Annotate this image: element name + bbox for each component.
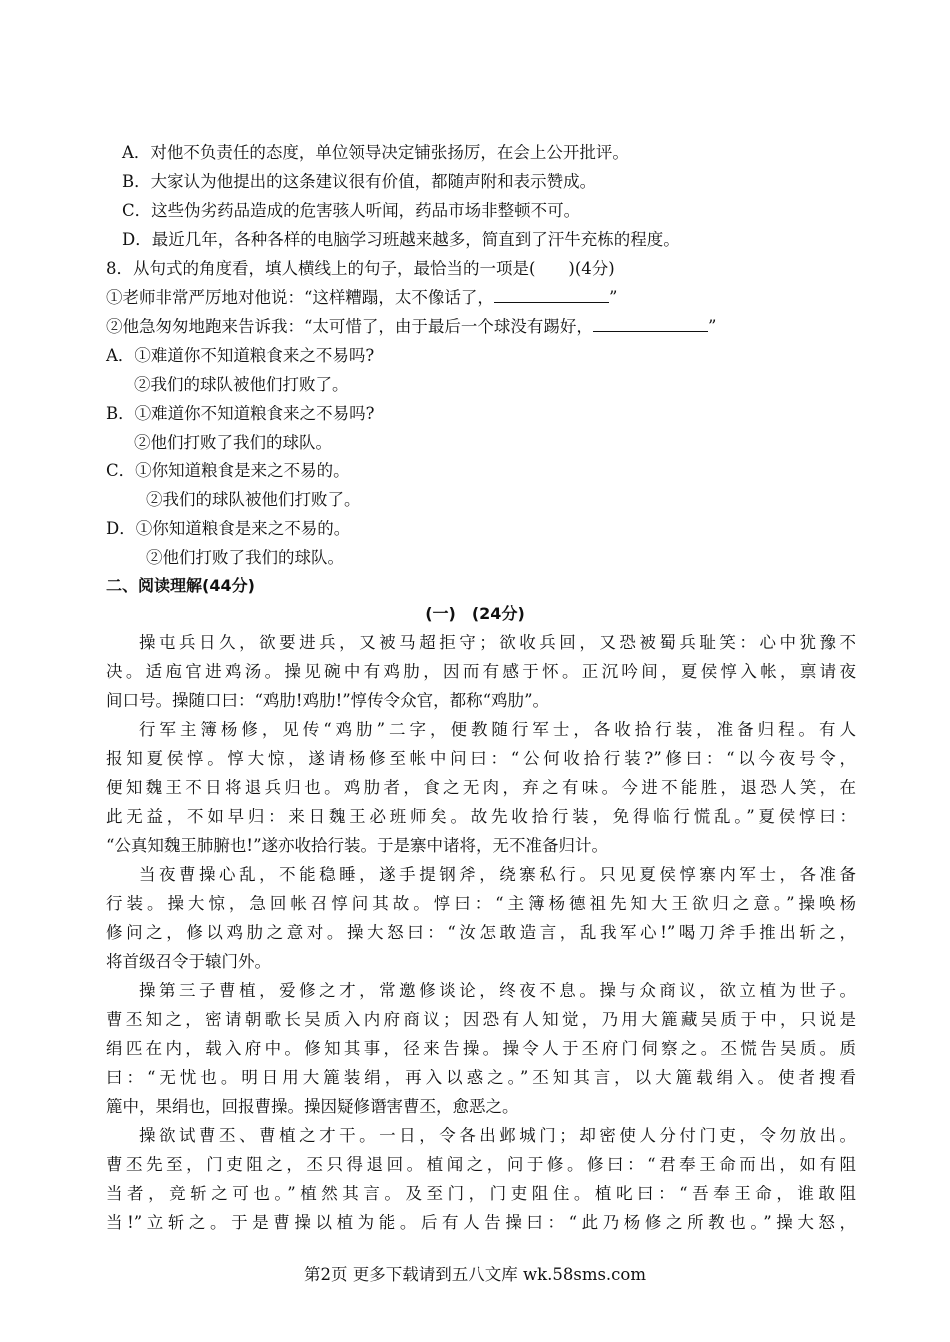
- q7-option-c: C．这些伪劣药品造成的危害骇人听闻，药品市场非整顿不可。: [122, 201, 581, 220]
- q7-option-a: A．对他不负责任的态度，单位领导决定铺张扬厉，在会上公开批评。: [122, 143, 629, 162]
- passage-line: 操屯兵日久，欲要进兵，又被马超拒守；欲收兵回，又恐被蜀兵耻笑：心中犹豫不: [139, 633, 856, 652]
- q8-option-b-2: ②他们打败了我们的球队。: [134, 433, 332, 452]
- passage-line: 此无益，不如早归：来日魏王必班师矣。故先收拾行装，免得临行慌乱。”夏侯惇曰：: [106, 807, 856, 826]
- passage-line: 修问之，修以鸡肋之意对。操大怒曰：“汝怎敢造言，乱我军心!”喝刀斧手推出斩之，: [106, 923, 856, 942]
- q8-sentence-2-text: ②他急匆匆地跑来告诉我：“太可惜了，由于最后一个球没有踢好，: [106, 317, 593, 336]
- passage-line: 行军主簿杨修，见传“鸡肋”二字，便教随行军士，各收拾行装，准备归程。有人: [139, 720, 856, 739]
- q8-option-c-1: C．①你知道粮食是来之不易的。: [106, 461, 350, 480]
- answer-blank: [593, 317, 708, 332]
- page-footer: 第2页 更多下载请到五八文库 wk.58sms.com: [304, 1265, 646, 1284]
- passage-line: 将首级召令于辕门外。: [106, 952, 271, 971]
- section-heading: 二、阅读理解(44分): [106, 576, 255, 595]
- passage-line: 行装。操大惊，急回帐召惇问其故。惇曰：“主簿杨德祖先知大王欲归之意。”操唤杨: [106, 894, 856, 913]
- q7-option-b: B．大家认为他提出的这条建议很有价值，都随声附和表示赞成。: [122, 172, 597, 191]
- passage-line: 绢匹在内，载入府中。修知其事，径来告操。操令人于丕府门伺察之。丕慌告吴质。质: [106, 1039, 856, 1058]
- q8-option-d-2: ②他们打败了我们的球队。: [146, 548, 344, 567]
- passage-line: 曹丕知之，密请朝歌长吴质入内府商议；因恐有人知觉，乃用大簏藏吴质于中，只说是: [106, 1010, 856, 1029]
- q8-stem: 8．从句式的角度看，填人横线上的句子，最恰当的一项是( )(4分): [106, 259, 615, 278]
- closing-quote: ”: [707, 317, 717, 336]
- passage-line: 便知魏王不日将退兵归也。鸡肋者，食之无肉，弃之有味。今进不能胜，退恐人笑，在: [106, 778, 856, 797]
- closing-quote: ”: [608, 288, 618, 307]
- passage-line: 报知夏侯惇。惇大惊，遂请杨修至帐中问曰：“公何收拾行装?”修曰：“以今夜号令，: [106, 749, 856, 768]
- passage-line: “公真知魏王肺腑也!”遂亦收拾行装。于是寨中诸将，无不准备归计。: [106, 836, 609, 855]
- q8-sentence-2: [106, 315, 716, 339]
- passage-line: 簏中，果绢也，回报曹操。操因疑修谮害曹丕，愈恶之。: [106, 1097, 519, 1116]
- passage-line: 当夜曹操心乱，不能稳睡，遂手提钢斧，绕寨私行。只见夏侯惇寨内军士，各准备: [139, 865, 856, 884]
- part-heading: (一) (24分): [425, 604, 525, 623]
- q8-option-a-2: ②我们的球队被他们打败了。: [134, 375, 349, 394]
- q7-option-d: D．最近几年，各种各样的电脑学习班越来越多，简直到了汗牛充栋的程度。: [122, 230, 680, 249]
- passage-line: 操欲试曹丕、曹植之才干。一日，令各出邺城门；却密使人分付门吏，令勿放出。: [139, 1126, 856, 1145]
- passage-line: 间口号。操随口曰：“鸡肋!鸡肋!”惇传令众官，都称“鸡肋”。: [106, 691, 550, 710]
- q8-sentence-1-text: ①老师非常严厉地对他说：“这样糟蹋，太不像话了，: [106, 288, 494, 307]
- q8-option-c-2: ②我们的球队被他们打败了。: [146, 490, 361, 509]
- passage-line: 当者，竞斩之可也。”植然其言。及至门，门吏阻住。植叱曰：“吾奉王命，谁敢阻: [106, 1184, 856, 1203]
- passage-line: 曰：“无忧也。明日用大簏装绢，再入以惑之。”丕知其言，以大簏载绢入。使者搜看: [106, 1068, 856, 1087]
- q8-option-b-1: B．①难道你不知道粮食来之不易吗?: [106, 404, 375, 423]
- q8-option-a-1: A．①难道你不知道粮食来之不易吗?: [106, 346, 375, 365]
- q8-option-d-1: D．①你知道粮食是来之不易的。: [106, 519, 351, 538]
- passage-line: 操第三子曹植，爱修之才，常邀修谈论，终夜不息。操与众商议，欲立植为世子。: [139, 981, 856, 1000]
- q8-sentence-1: [106, 286, 617, 310]
- passage-line: 当!”立斩之。于是曹操以植为能。后有人告操曰：“此乃杨修之所教也。”操大怒，: [106, 1213, 856, 1232]
- answer-blank: [494, 288, 609, 303]
- passage-line: 曹丕先至，门吏阻之，丕只得退回。植闻之，问于修。修曰：“君奉王命而出，如有阻: [106, 1155, 856, 1174]
- passage-line: 决。适庖官进鸡汤。操见碗中有鸡肋，因而有感于怀。正沉吟间，夏侯惇入帐，禀请夜: [106, 662, 856, 681]
